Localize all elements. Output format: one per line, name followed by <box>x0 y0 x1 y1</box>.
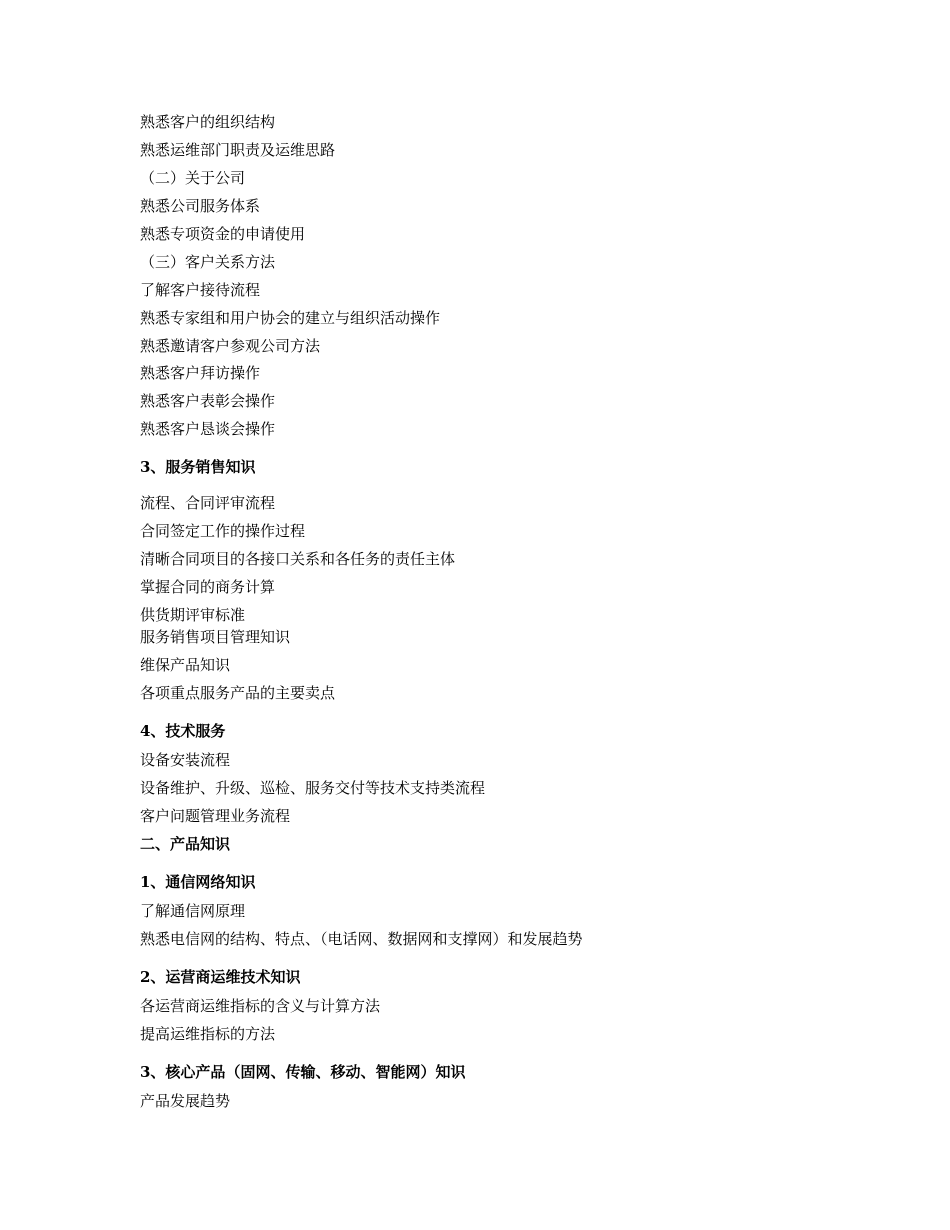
list-item: 熟悉电信网的结构、特点、（电话网、数据网和支撑网）和发展趋势 <box>140 930 583 948</box>
subsection-heading: （二）关于公司 <box>140 169 246 187</box>
list-item: 各项重点服务产品的主要卖点 <box>140 684 336 702</box>
list-item: 熟悉客户表彰会操作 <box>140 392 276 410</box>
list-item: 熟悉客户的组织结构 <box>140 113 276 131</box>
section-heading: 3、服务销售知识 <box>140 458 256 476</box>
chapter-heading: 二、产品知识 <box>140 835 231 853</box>
list-item: 服务销售项目管理知识 <box>140 628 291 646</box>
section-heading: 1、通信网络知识 <box>140 873 256 891</box>
list-item: 产品发展趋势 <box>140 1092 231 1110</box>
list-item: 了解通信网原理 <box>140 902 246 920</box>
list-item: 客户问题管理业务流程 <box>140 807 291 825</box>
section-heading: 3、核心产品（固网、传输、移动、智能网）知识 <box>140 1063 466 1081</box>
list-item: 熟悉运维部门职责及运维思路 <box>140 141 336 159</box>
list-item: 了解客户接待流程 <box>140 281 261 299</box>
list-item: 设备维护、升级、巡检、服务交付等技术支持类流程 <box>140 779 486 797</box>
list-item: 设备安装流程 <box>140 751 231 769</box>
list-item: 合同签定工作的操作过程 <box>140 522 306 540</box>
list-item: 熟悉专项资金的申请使用 <box>140 225 306 243</box>
list-item: 熟悉邀请客户参观公司方法 <box>140 337 321 355</box>
section-heading: 4、技术服务 <box>140 722 226 740</box>
list-item: 流程、合同评审流程 <box>140 494 276 512</box>
list-item: 各运营商运维指标的含义与计算方法 <box>140 997 381 1015</box>
list-item: 熟悉专家组和用户协会的建立与组织活动操作 <box>140 309 441 327</box>
list-item: 掌握合同的商务计算 <box>140 578 276 596</box>
list-item: 维保产品知识 <box>140 656 231 674</box>
list-item: 熟悉公司服务体系 <box>140 197 261 215</box>
list-item: 熟悉客户拜访操作 <box>140 364 261 382</box>
list-item: 提高运维指标的方法 <box>140 1025 276 1043</box>
section-heading: 2、运营商运维技术知识 <box>140 968 301 986</box>
subsection-heading: （三）客户关系方法 <box>140 253 276 271</box>
list-item: 清晰合同项目的各接口关系和各任务的责任主体 <box>140 550 456 568</box>
list-item: 供货期评审标准 <box>140 606 246 624</box>
list-item: 熟悉客户恳谈会操作 <box>140 420 276 438</box>
